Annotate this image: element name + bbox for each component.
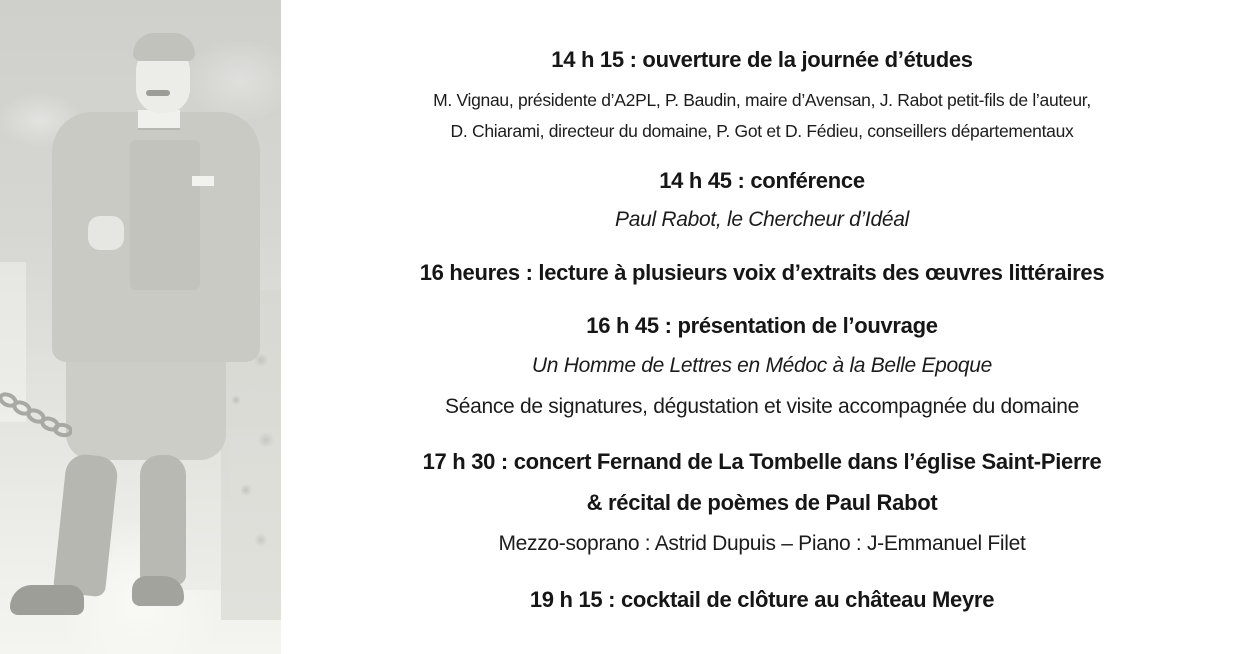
programme-item-cocktail-title: 19 h 15 : cocktail de clôture au château Meyre — [529, 587, 995, 612]
figure-shoe-left — [10, 585, 84, 615]
programme-item-reading-title: 16 heures : lecture à plusieurs voix d’extraits des œuvres littéraires — [419, 260, 1105, 285]
figure-moustache — [146, 90, 170, 96]
programme-item-opening-title: 14 h 15 : ouverture de la journée d’études — [551, 47, 973, 72]
programme-item-conference-subtitle: Paul Rabot, le Chercheur d’Idéal — [615, 208, 909, 231]
programme-item-concert-note: Mezzo-soprano : Astrid Dupuis – Piano : J-Emmanuel Filet — [498, 532, 1026, 555]
programme-item-concert-title-line2: & récital de poèmes de Paul Rabot — [586, 490, 938, 515]
programme-item-presentation-subtitle: Un Homme de Lettres en Médoc à la Belle Epoque — [531, 354, 993, 377]
programme-item-conference-title: 14 h 45 : conférence — [659, 168, 865, 193]
programme-item-presentation-title: 16 h 45 : présentation de l’ouvrage — [586, 313, 938, 338]
programme-item-opening-detail-2: D. Chiarami, directeur du domaine, P. Got et D. Fédieu, conseillers départementaux — [450, 121, 1074, 141]
programme-item-opening-detail-1: M. Vignau, présidente d’A2PL, P. Baudin, maire d’Avensan, J. Rabot petit-fils de l’auteur, — [433, 90, 1091, 110]
figure-pocket-handkerchief — [192, 176, 214, 186]
programme-item-concert-title: 17 h 30 : concert Fernand de La Tombelle dans l’église Saint-Pierre — [422, 449, 1102, 474]
figure-leg-left — [53, 453, 119, 598]
figure-collar — [138, 110, 180, 130]
portrait-photo — [0, 0, 281, 654]
programme-item-presentation-note: Séance de signatures, dégustation et visite accompagnée du domaine — [445, 395, 1079, 418]
figure-hair — [133, 33, 195, 61]
figure-shoe-right — [132, 576, 184, 606]
figure-leg-right — [140, 455, 186, 585]
figure-hand — [88, 216, 124, 250]
event-programme — [300, 0, 1249, 654]
chain-icon — [0, 392, 72, 442]
figure-vest — [130, 140, 200, 290]
portrait-figure — [0, 0, 281, 654]
